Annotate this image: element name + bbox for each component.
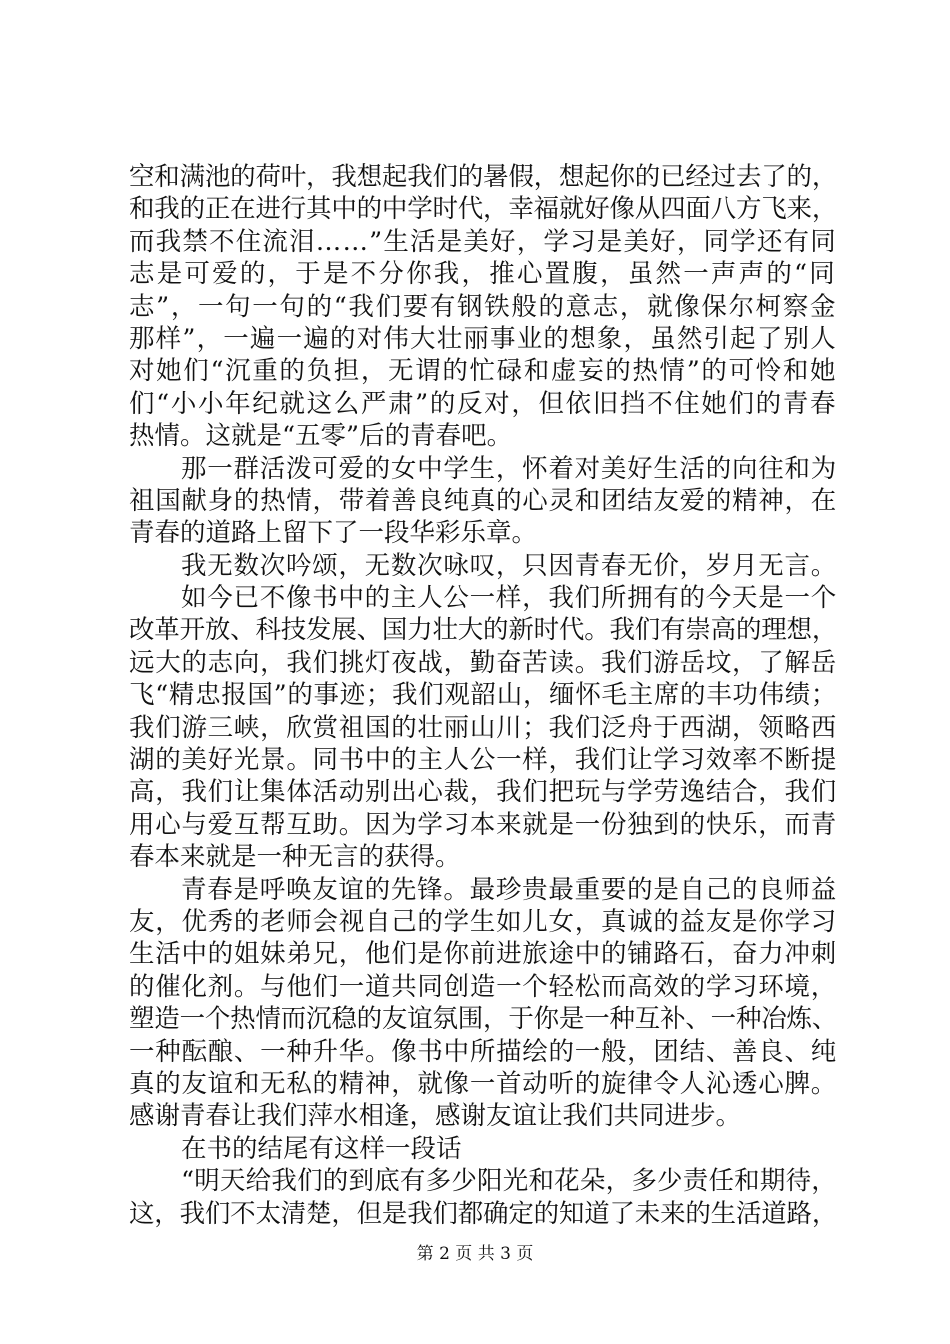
text-line: 春本来就是一种无言的获得。 xyxy=(129,842,461,873)
text-line: 而我禁不住流泪……”生活是美好，学习是美好，同学还有同 xyxy=(129,226,837,257)
text-line: 我无数次吟颂，无数次咏叹，只因青春无价，岁月无言。 xyxy=(181,550,838,581)
text-line: 友，优秀的老师会视自己的学生如儿女，真诚的益友是你学习 xyxy=(129,906,837,937)
text-line: 远大的志向，我们挑灯夜战，勤奋苦读。我们游岳坟，了解岳 xyxy=(129,647,837,678)
text-line: 那一群活泼可爱的女中学生，怀着对美好生活的向往和为 xyxy=(181,453,838,484)
text-line: 在书的结尾有这样一段话 xyxy=(181,1133,462,1164)
text-line: 青春是呼唤友谊的先锋。最珍贵最重要的是自己的良师益 xyxy=(181,874,838,905)
page-footer: 第 2 页 共 3 页 xyxy=(416,1244,534,1264)
text-line: 我们游三峡，欣赏祖国的壮丽山川；我们泛舟于西湖，领略西 xyxy=(129,712,837,743)
text-line: 志”，一句一句的“我们要有钢铁般的意志，就像保尔柯察金 xyxy=(129,291,838,322)
document-body xyxy=(129,161,837,1230)
text-line: 感谢青春让我们萍水相逢，感谢友谊让我们共同进步。 xyxy=(129,1101,742,1132)
text-line: 一种酝酿、一种升华。像书中所描绘的一般，团结、善良、纯 xyxy=(129,1036,837,1067)
text-line: 祖国献身的热情，带着善良纯真的心灵和团结友爱的精神，在 xyxy=(129,485,837,516)
text-line: 对她们“沉重的负担，无谓的忙碌和虚妄的热情”的可怜和她 xyxy=(129,356,838,387)
text-line: 志是可爱的，于是不分你我，推心置腹，虽然一声声的“同 xyxy=(129,259,837,290)
text-line: 的催化剂。与他们一道共同创造一个轻松而高效的学习环境， xyxy=(129,971,837,1002)
text-line: “明天给我们的到底有多少阳光和花朵，多少责任和期待， xyxy=(181,1166,837,1197)
text-line: 空和满池的荷叶，我想起我们的暑假，想起你的已经过去了的， xyxy=(129,162,838,192)
text-line: 用心与爱互帮互助。因为学习本来就是一份独到的快乐，而青 xyxy=(129,809,837,840)
text-line: 们“小小年纪就这么严肃”的反对，但依旧挡不住她们的青春 xyxy=(129,388,838,419)
text-line: 真的友谊和无私的精神，就像一首动听的旋律令人沁透心脾。 xyxy=(129,1068,837,1099)
text-line: 那样”，一遍一遍的对伟大壮丽事业的想象，虽然引起了别人 xyxy=(129,323,837,354)
text-line: 和我的正在进行其中的中学时代，幸福就好像从四面八方飞来， xyxy=(129,194,838,225)
text-line: 高，我们让集体活动别出心裁，我们把玩与学劳逸结合，我们 xyxy=(129,777,837,808)
text-line: 这，我们不太清楚，但是我们都确定的知道了未来的生活道路， xyxy=(129,1198,838,1229)
text-line: 热情。这就是“五零”后的青春吧。 xyxy=(129,421,513,452)
text-line: 塑造一个热情而沉稳的友谊氛围，于你是一种互补、一种冶炼、 xyxy=(129,1004,838,1035)
text-line: 生活中的姐妹弟兄，他们是你前进旅途中的铺路石，奋力冲刺 xyxy=(129,939,837,970)
text-line: 如今已不像书中的主人公一样，我们所拥有的今天是一个 xyxy=(181,583,838,614)
text-line: 飞“精忠报国”的事迹；我们观韶山，缅怀毛主席的丰功伟绩； xyxy=(129,680,838,711)
text-line: 青春的道路上留下了一段华彩乐章。 xyxy=(129,518,538,549)
text-line: 改革开放、科技发展、国力壮大的新时代。我们有崇高的理想， xyxy=(129,615,838,646)
text-line: 湖的美好光景。同书中的主人公一样，我们让学习效率不断提 xyxy=(129,745,837,776)
